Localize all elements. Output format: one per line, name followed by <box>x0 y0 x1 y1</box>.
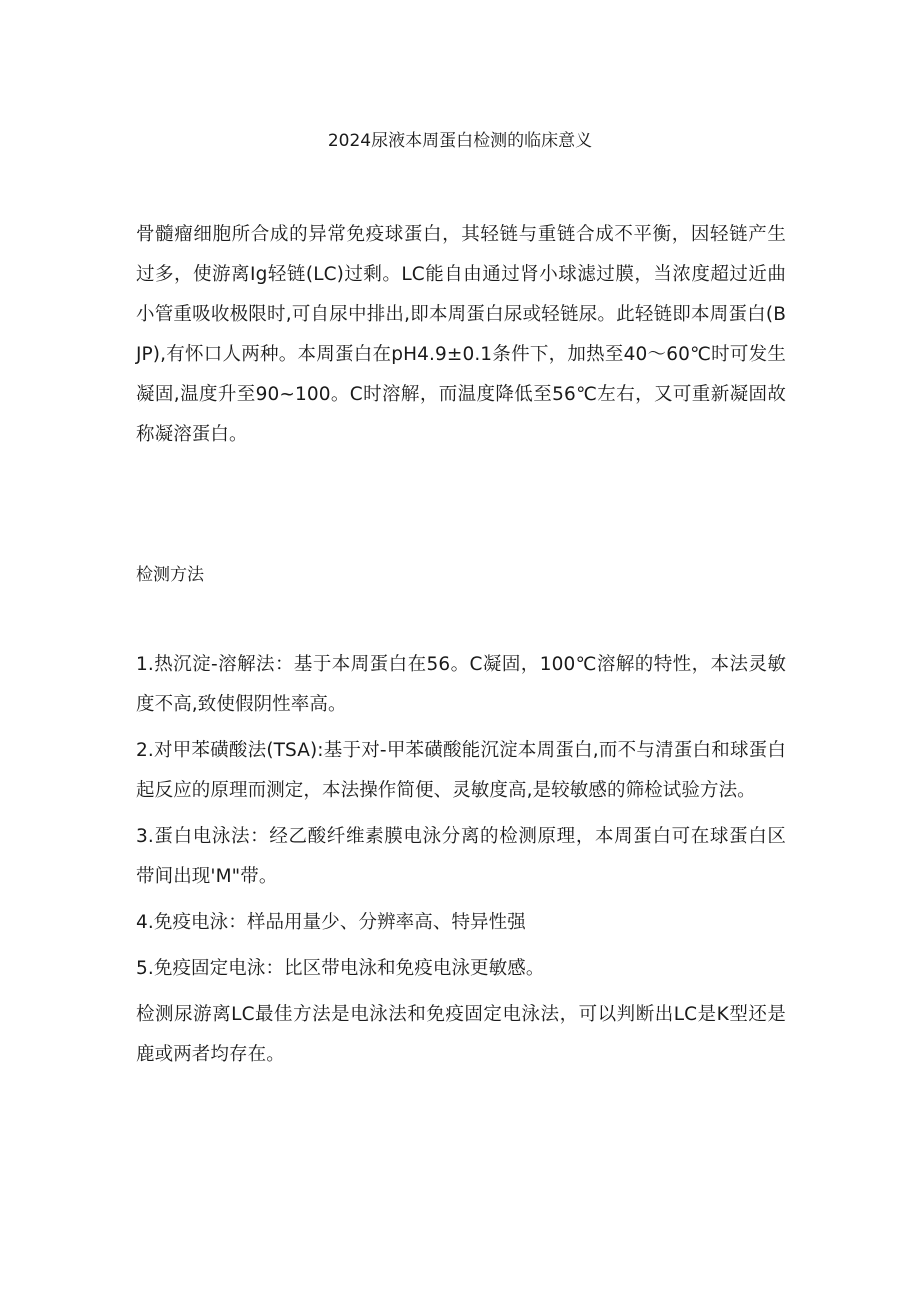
document-title: 2024尿液本周蛋白检测的临床意义 <box>327 131 593 151</box>
methods-list <box>136 645 786 1081</box>
section-heading: 检测方法 <box>136 565 204 585</box>
method-item-5: 5.免疫固定电泳：比区带电泳和免疫电泳更敏感。 <box>136 958 545 979</box>
method-item-1: 1.热沉淀-溶解法：基于本周蛋白在56。C凝固，100℃溶解的特性，本法灵敏度不高,致使假阴性率高。 <box>136 654 786 715</box>
intro-paragraph: 骨髓瘤细胞所合成的异常免疫球蛋白，其轻链与重链合成不平衡，因轻链产生过多，使游离Ig轻链(LC)过剩。LC能自由通过肾小球滤过膜，当浓度超过近曲小管重吸收极限时,可自尿中排出,即本周蛋白尿或轻链尿。此轻链即本周蛋白(BJP),有怀口人两种。本周蛋白在pH4.9±0.1条件下，加热至40〜60℃时可发生凝固,温度升至90~100。C时溶解，而温度降低至56℃左右，又可重新凝固故称凝溶蛋白。 <box>136 224 786 445</box>
method-item-2: 2.对甲苯磺酸法(TSA):基于对-甲苯磺酸能沉淀本周蛋白,而不与清蛋白和球蛋白起反应的原理而测定，本法操作简便、灵敏度高,是较敏感的筛检试验方法。 <box>136 740 786 801</box>
method-item-4: 4.免疫电泳：样品用量少、分辨率高、特异性强 <box>136 912 526 933</box>
conclusion-paragraph: 检测尿游离LC最佳方法是电泳法和免疫固定电泳法，可以判断出LC是K型还是鹿或两者均存在。 <box>136 1004 786 1065</box>
method-item-3: 3.蛋白电泳法：经乙酸纤维素膜电泳分离的检测原理，本周蛋白可在球蛋白区带间出现'M"带。 <box>136 826 786 887</box>
